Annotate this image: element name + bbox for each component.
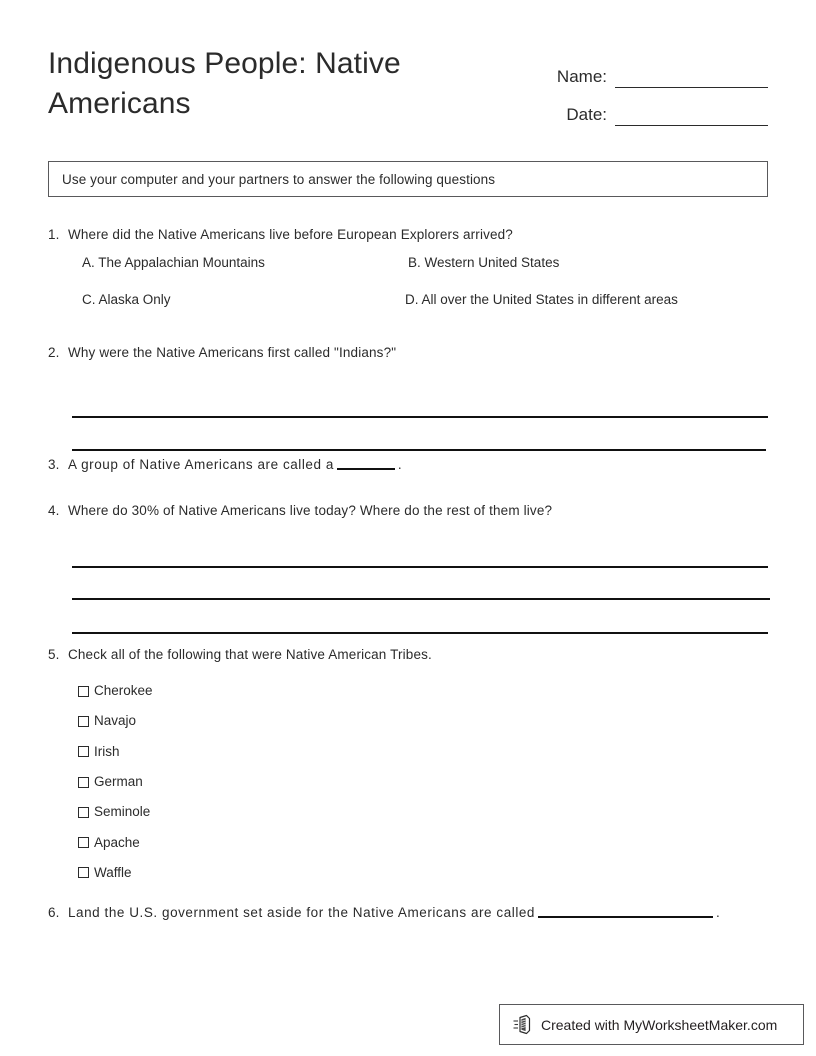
- option-c[interactable]: C. Alaska Only: [82, 292, 171, 307]
- question-5-text: Check all of the following that were Native American Tribes.: [68, 647, 432, 662]
- name-row: [543, 50, 768, 88]
- question-4-answer-area[interactable]: [48, 530, 778, 640]
- instruction-text: Use your computer and your partners to answer the following questions: [62, 171, 496, 187]
- question-3-header: [48, 457, 778, 472]
- question-2-header: [48, 345, 778, 360]
- checkbox-icon[interactable]: [78, 807, 89, 818]
- date-row: [543, 88, 768, 126]
- checkbox-label: Waffle: [94, 864, 132, 880]
- checkbox-item-irish[interactable]: [48, 737, 778, 767]
- checkbox-label: Seminole: [94, 804, 151, 820]
- checkbox-icon[interactable]: [78, 716, 89, 727]
- question-5: [48, 647, 778, 888]
- checkbox-icon[interactable]: [78, 746, 89, 757]
- worksheet-maker-logo-icon: [513, 1014, 532, 1035]
- question-6-number: 6.: [48, 905, 60, 920]
- question-2-answer-area[interactable]: [48, 372, 778, 450]
- question-1-header: [48, 227, 778, 242]
- option-b[interactable]: B. Western United States: [408, 255, 560, 270]
- question-4: [48, 503, 778, 640]
- name-label: Name:: [556, 67, 607, 86]
- worksheet-header: [48, 44, 768, 144]
- footer-text: Created with MyWorksheetMaker.com: [541, 1016, 778, 1033]
- page-title: Indigenous People: Native Americans: [48, 47, 401, 120]
- question-3-text: [68, 457, 778, 472]
- question-2: [48, 345, 778, 450]
- question-4-header: [48, 503, 778, 518]
- question-6-text-after: .: [715, 905, 721, 920]
- question-1-text: Where did the Native Americans live before European Explorers arrived?: [68, 227, 513, 242]
- question-5-checkbox-list: [48, 676, 778, 888]
- checkbox-item-german[interactable]: [48, 767, 778, 797]
- checkbox-item-apache[interactable]: [48, 827, 778, 857]
- question-3-text-before: A group of Native Americans are called a: [68, 457, 334, 472]
- question-3: [48, 457, 778, 472]
- checkbox-icon[interactable]: [78, 686, 89, 697]
- checkbox-label: Navajo: [94, 713, 137, 729]
- question-2-number: 2.: [48, 345, 60, 360]
- checkbox-label: Irish: [94, 743, 120, 759]
- question-3-blank[interactable]: [337, 468, 395, 470]
- question-6-text: [68, 905, 778, 920]
- checkbox-icon[interactable]: [78, 867, 89, 878]
- question-3-text-after: .: [397, 457, 403, 472]
- question-1: [48, 227, 778, 321]
- question-5-header: [48, 647, 778, 662]
- footer-badge[interactable]: [499, 1004, 804, 1045]
- question-3-number: 3.: [48, 457, 60, 472]
- option-d[interactable]: D. All over the United States in different areas: [405, 292, 678, 307]
- question-6-text-before: Land the U.S. government set aside for the Native Americans are called: [68, 905, 535, 920]
- checkbox-icon[interactable]: [78, 777, 89, 788]
- checkbox-item-navajo[interactable]: [48, 706, 778, 736]
- answer-line[interactable]: [72, 416, 768, 418]
- question-4-number: 4.: [48, 503, 60, 518]
- checkbox-label: German: [94, 774, 143, 790]
- date-label: Date:: [566, 105, 607, 124]
- answer-line[interactable]: [72, 566, 768, 568]
- answer-line[interactable]: [72, 449, 766, 451]
- question-2-text: Why were the Native Americans first called "Indians?": [68, 345, 397, 360]
- question-6: [48, 905, 778, 920]
- name-input-line[interactable]: [615, 67, 768, 88]
- checkbox-item-seminole[interactable]: [48, 797, 778, 827]
- answer-line[interactable]: [72, 598, 770, 600]
- question-1-options: [48, 255, 778, 321]
- checkbox-item-waffle[interactable]: [48, 858, 778, 888]
- instruction-box: [48, 161, 768, 197]
- question-5-number: 5.: [48, 647, 60, 662]
- date-input-line[interactable]: [615, 105, 768, 126]
- question-4-text: Where do 30% of Native Americans live today? Where do the rest of them live?: [68, 503, 553, 518]
- checkbox-label: Apache: [94, 834, 140, 850]
- name-date-block: [543, 50, 768, 126]
- checkbox-label: Cherokee: [94, 683, 153, 699]
- question-6-blank[interactable]: [538, 916, 713, 918]
- checkbox-icon[interactable]: [78, 837, 89, 848]
- question-1-number: 1.: [48, 227, 60, 242]
- option-a[interactable]: A. The Appalachian Mountains: [82, 255, 265, 270]
- answer-line[interactable]: [72, 632, 768, 634]
- checkbox-item-cherokee[interactable]: [48, 676, 778, 706]
- question-6-header: [48, 905, 778, 920]
